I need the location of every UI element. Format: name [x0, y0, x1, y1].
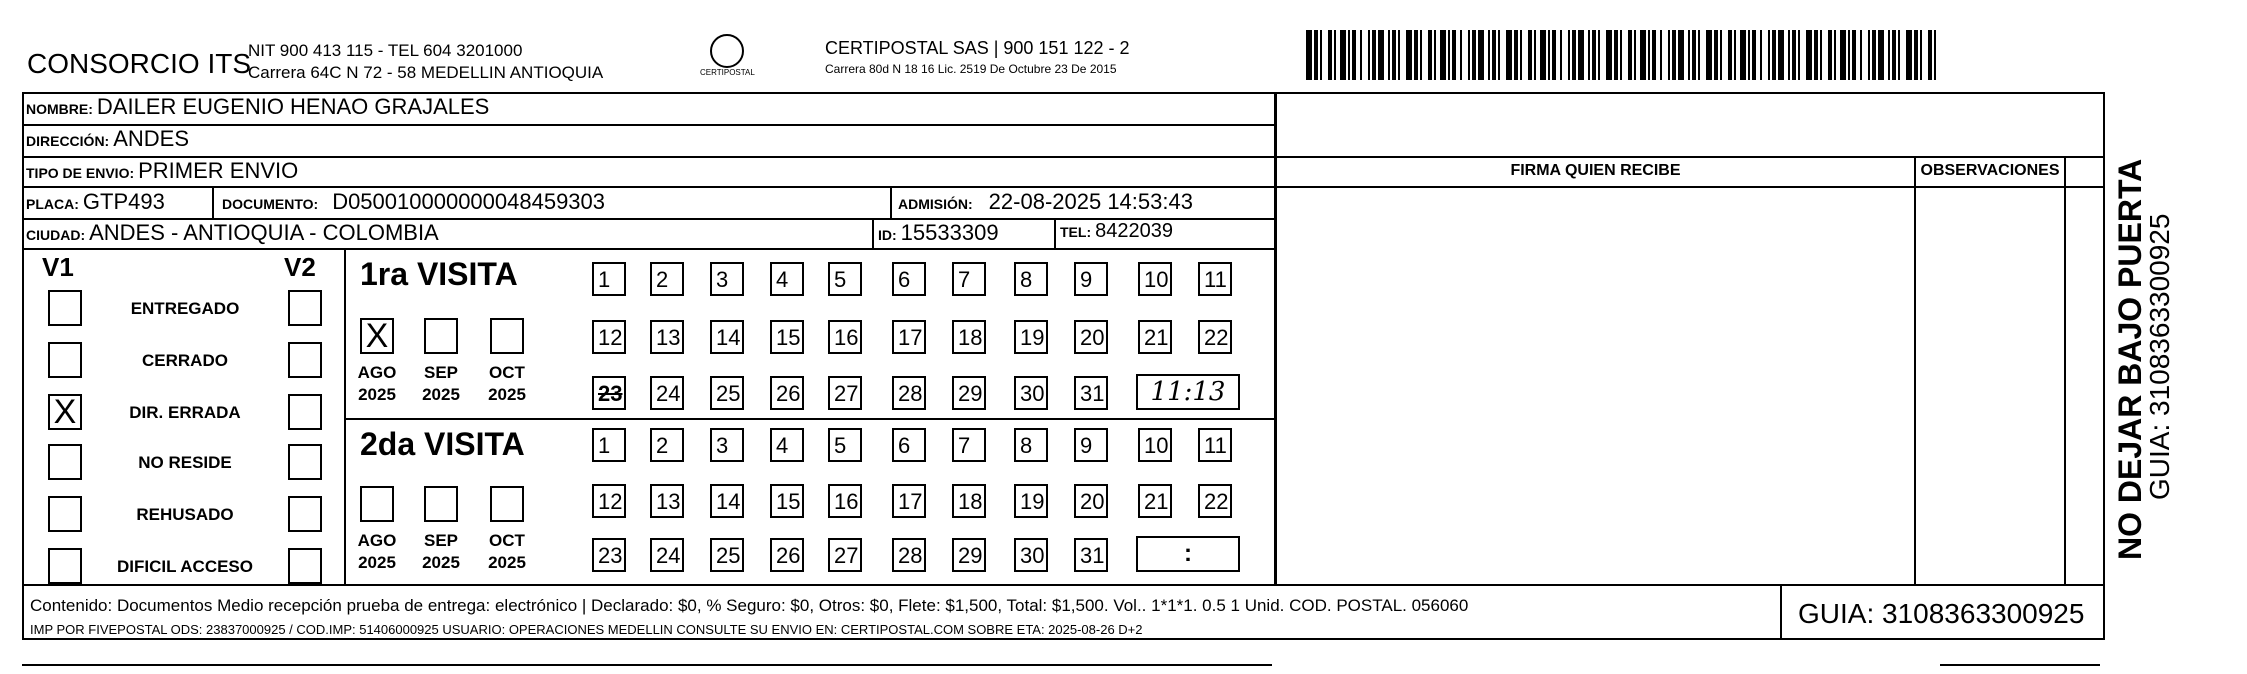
barcode-bar — [1572, 30, 1576, 80]
direccion-value: ANDES — [113, 126, 190, 151]
documento-label: DOCUMENTO: — [222, 196, 319, 212]
visit2-time-box[interactable]: : — [1136, 536, 1240, 572]
barcode-bar — [1588, 30, 1590, 80]
divider — [1270, 156, 2105, 158]
company-info — [248, 40, 603, 84]
barcode-bar — [1820, 30, 1822, 80]
barcode-bar — [1872, 30, 1876, 80]
admision-value: 22-08-2025 14:53:43 — [988, 189, 1193, 214]
id-field — [878, 220, 999, 246]
placa-field — [26, 189, 165, 215]
barcode-bar — [1788, 30, 1790, 80]
day-box[interactable]: 28 — [892, 538, 926, 572]
v1-checkbox[interactable]: X — [48, 394, 82, 430]
status-reason-label: ENTREGADO — [130, 299, 240, 318]
divider — [1914, 156, 1916, 586]
firma-header: FIRMA QUIEN RECIBE — [1510, 162, 1681, 179]
barcode-bar — [1468, 30, 1470, 80]
day-box[interactable]: 24 — [650, 376, 684, 410]
divider — [22, 248, 1276, 250]
day-box[interactable]: 21 — [1138, 320, 1172, 354]
month-label — [478, 530, 536, 574]
status-reason-label: CERRADO — [142, 351, 228, 370]
month-year: 2025 — [488, 385, 526, 404]
barcode-bar — [1592, 30, 1596, 80]
ciudad-field — [26, 220, 439, 246]
day-box[interactable]: 16 — [828, 484, 862, 518]
day-box[interactable]: 9 — [1074, 428, 1108, 462]
tel-value: 8422039 — [1095, 220, 1173, 242]
barcode-bar — [1892, 30, 1896, 80]
barcode-bar — [1834, 30, 1836, 80]
day-box[interactable]: 7 — [952, 262, 986, 296]
barcode-bar — [1506, 30, 1512, 80]
day-box[interactable]: 2 — [650, 428, 684, 462]
ciudad-label: CIUDAD: — [26, 227, 86, 243]
day-box[interactable]: 1 — [592, 428, 626, 462]
day-box[interactable]: 31 — [1074, 538, 1108, 572]
barcode-bar — [1460, 30, 1462, 80]
status-reason-label: DIR. ERRADA — [129, 403, 241, 422]
day-box[interactable]: 4 — [770, 262, 804, 296]
barcode-bar — [1720, 30, 1722, 80]
day-box[interactable]: 13 — [650, 320, 684, 354]
month-checkbox[interactable] — [490, 318, 524, 354]
divider — [344, 248, 346, 584]
v2-checkbox[interactable] — [288, 290, 322, 326]
barcode-bar — [1606, 30, 1612, 80]
barcode-bar — [1534, 30, 1536, 80]
tipo-row — [26, 158, 298, 184]
barcode-bar — [1578, 30, 1584, 80]
month-name: AGO — [357, 531, 397, 550]
barcode-bar — [1492, 30, 1496, 80]
barcode-bar — [1452, 30, 1456, 80]
day-box[interactable]: 17 — [892, 320, 926, 354]
divider — [1940, 664, 2100, 666]
admision-field — [898, 189, 1193, 215]
nombre-value: DAILER EUGENIO HENAO GRAJALES — [96, 94, 490, 119]
barcode-bar — [1914, 30, 1918, 80]
month-name: OCT — [489, 531, 525, 550]
barcode-bar — [1352, 30, 1356, 80]
month-checkbox[interactable]: X — [360, 318, 394, 354]
barcode-bar — [1434, 30, 1436, 80]
barcode-bar — [1314, 30, 1318, 80]
divider — [22, 124, 1276, 126]
month-year: 2025 — [358, 385, 396, 404]
day-box[interactable]: 20 — [1074, 320, 1108, 354]
barcode-bar — [1448, 30, 1450, 80]
day-box[interactable]: 13 — [650, 484, 684, 518]
barcode-bar — [1398, 30, 1400, 80]
day-box[interactable]: 10 — [1138, 262, 1172, 296]
day-box[interactable]: 9 — [1074, 262, 1108, 296]
day-box[interactable]: 22 — [1198, 320, 1232, 354]
day-box[interactable]: 31 — [1074, 376, 1108, 410]
month-year: 2025 — [422, 385, 460, 404]
barcode-bar — [1906, 30, 1912, 80]
barcode-bar — [1392, 30, 1396, 80]
month-name: OCT — [489, 363, 525, 382]
barcode-bar — [1568, 30, 1570, 80]
divider — [1780, 584, 1782, 640]
admision-label: ADMISIÓN: — [898, 196, 973, 212]
day-box[interactable]: 12 — [592, 484, 626, 518]
month-label — [412, 530, 470, 574]
barcode-bar — [1378, 30, 1384, 80]
barcode-bar — [1334, 30, 1336, 80]
barcode-bar — [1668, 30, 1670, 80]
barcode-bar — [1648, 30, 1650, 80]
barcode-bar — [1660, 30, 1662, 80]
month-name: SEP — [423, 363, 459, 382]
direccion-row — [26, 126, 189, 152]
v1-checkbox[interactable] — [48, 342, 82, 378]
month-checkbox[interactable] — [490, 486, 524, 522]
barcode-bar — [1678, 30, 1684, 80]
barcode-bar — [1360, 30, 1362, 80]
footer-content: Contenido: Documentos Medio recepción prueba de entrega: electrónico | Declarado: $0, % Seguro: $0, Otros: $0, Flete: $1,500, Total: $1,500. Vol.. 1*1*1. 0.5 1 Unid. COD. POSTAL. 056060 — [30, 596, 1469, 615]
barcode-bar — [1778, 30, 1784, 80]
v2-header: V2 — [284, 252, 316, 282]
barcode-bar — [1328, 30, 1332, 80]
divider — [890, 186, 892, 218]
barcode-bar — [1552, 30, 1556, 80]
month-year: 2025 — [422, 553, 460, 572]
day-box[interactable]: 8 — [1014, 428, 1048, 462]
day-box[interactable]: 27 — [828, 376, 862, 410]
barcode-bar — [1372, 30, 1376, 80]
barcode-bar — [1672, 30, 1676, 80]
barcode-bar — [1734, 30, 1736, 80]
day-box[interactable]: 14 — [710, 484, 744, 518]
barcode-bar — [1752, 30, 1756, 80]
day-box[interactable]: 19 — [1014, 484, 1048, 518]
month-checkbox[interactable] — [424, 486, 458, 522]
barcode-bar — [1920, 30, 1922, 80]
day-box[interactable]: 2 — [650, 262, 684, 296]
barcode-bar — [1652, 30, 1656, 80]
v2-checkbox[interactable] — [288, 342, 322, 378]
v2-checkbox[interactable] — [288, 548, 322, 584]
day-box[interactable]: 25 — [710, 538, 744, 572]
barcode-bar — [1560, 30, 1562, 80]
day-box[interactable]: 23 — [592, 376, 626, 410]
day-box[interactable]: 6 — [892, 262, 926, 296]
barcode-bar — [1740, 30, 1746, 80]
barcode-bar — [1848, 30, 1850, 80]
barcode-bar — [1772, 30, 1776, 80]
placa-label: PLACA: — [26, 196, 79, 212]
v1-checkbox[interactable] — [48, 548, 82, 584]
month-label — [348, 362, 406, 406]
visit1-time-box[interactable]: 11:13 — [1136, 374, 1240, 410]
barcode-bar — [1498, 30, 1500, 80]
v2-checkbox[interactable] — [288, 394, 322, 430]
barcode-bar — [1814, 30, 1818, 80]
day-box[interactable]: 3 — [710, 428, 744, 462]
day-box[interactable]: 10 — [1138, 428, 1172, 462]
divider — [2064, 156, 2066, 586]
day-box[interactable]: 6 — [892, 428, 926, 462]
observaciones-header: OBSERVACIONES — [1920, 162, 2060, 179]
barcode-bar — [1628, 30, 1632, 80]
day-box[interactable]: 15 — [770, 320, 804, 354]
v1-checkbox[interactable] — [48, 496, 82, 532]
barcode-bar — [1414, 30, 1418, 80]
divider — [344, 418, 1276, 420]
barcode-bar — [1898, 30, 1900, 80]
certipostal-info: CERTIPOSTAL SAS | 900 151 122 - 2 — [825, 38, 1130, 58]
barcode-bar — [1634, 30, 1636, 80]
company-name: CONSORCIO ITS — [27, 48, 252, 79]
barcode-bar — [1840, 30, 1846, 80]
barcode-bar — [1928, 30, 1932, 80]
divider — [872, 218, 874, 250]
day-box[interactable]: 8 — [1014, 262, 1048, 296]
month-label — [412, 362, 470, 406]
v1-checkbox[interactable] — [48, 290, 82, 326]
barcode-bar — [1440, 30, 1446, 80]
barcode-bar — [1760, 30, 1762, 80]
divider — [22, 584, 2105, 586]
barcode-bar — [1698, 30, 1700, 80]
barcode-bar — [1798, 30, 1800, 80]
barcode-bar — [1792, 30, 1796, 80]
barcode — [1306, 30, 1938, 80]
divider — [22, 186, 2105, 188]
company-nit: NIT 900 413 115 - TEL 604 3201000 — [248, 41, 523, 60]
barcode-bar — [1868, 30, 1870, 80]
tipo-value: PRIMER ENVIO — [138, 158, 299, 183]
day-box[interactable]: 14 — [710, 320, 744, 354]
barcode-bar — [1620, 30, 1622, 80]
month-name: SEP — [423, 531, 459, 550]
barcode-bar — [1368, 30, 1370, 80]
side-guia: GUIA: 3108363300925 — [2144, 213, 2175, 500]
barcode-bar — [1420, 30, 1422, 80]
footer-print-info: IMP POR FIVEPOSTAL ODS: 23837000925 / COD.IMP: 51406000925 USUARIO: OPERACIONES MEDELLIN CONSULTE SU ENVIO EN: CERTIPOSTAL.COM SOBRE ETA: 2025-08-26 D+2 — [30, 622, 1143, 637]
day-box[interactable]: 27 — [828, 538, 862, 572]
day-box[interactable]: 5 — [828, 428, 862, 462]
barcode-bar — [1348, 30, 1350, 80]
day-box[interactable]: 12 — [592, 320, 626, 354]
barcode-bar — [1406, 30, 1412, 80]
day-box[interactable]: 5 — [828, 262, 862, 296]
day-box[interactable]: 30 — [1014, 376, 1048, 410]
v1-checkbox[interactable] — [48, 444, 82, 480]
day-box[interactable]: 16 — [828, 320, 862, 354]
barcode-bar — [1540, 30, 1546, 80]
day-box[interactable]: 4 — [770, 428, 804, 462]
status-reason-label: REHUSADO — [136, 505, 234, 524]
barcode-bar — [1488, 30, 1490, 80]
status-reason-label: NO RESIDE — [138, 453, 232, 472]
barcode-bar — [1514, 30, 1518, 80]
day-box[interactable]: 22 — [1198, 484, 1232, 518]
barcode-bar — [1878, 30, 1884, 80]
nombre-label: NOMBRE: — [26, 101, 93, 117]
tel-field — [1060, 220, 1173, 243]
day-box[interactable]: 26 — [770, 538, 804, 572]
documento-value: D050010000000048459303 — [332, 189, 606, 214]
month-checkbox[interactable] — [360, 486, 394, 522]
barcode-bar — [1320, 30, 1322, 80]
day-box[interactable]: 3 — [710, 262, 744, 296]
day-box[interactable]: 20 — [1074, 484, 1108, 518]
barcode-bar — [1860, 30, 1862, 80]
documento-field — [222, 189, 605, 215]
barcode-bar — [1340, 30, 1346, 80]
day-box[interactable]: 29 — [952, 538, 986, 572]
day-box[interactable]: 26 — [770, 376, 804, 410]
barcode-bar — [1388, 30, 1390, 80]
divider — [22, 664, 1272, 666]
day-box[interactable]: 23 — [592, 538, 626, 572]
certipostal-logo-text: CERTIPOSTAL — [700, 68, 755, 77]
status-reason-label: DIFICIL ACCESO — [116, 557, 253, 576]
barcode-bar — [1934, 30, 1936, 80]
barcode-bar — [1852, 30, 1856, 80]
day-box[interactable]: 18 — [952, 320, 986, 354]
v2-checkbox[interactable] — [288, 444, 322, 480]
barcode-bar — [1692, 30, 1696, 80]
month-label — [478, 362, 536, 406]
tel-label: TEL: — [1060, 224, 1092, 240]
day-box[interactable]: 11 — [1198, 428, 1232, 462]
barcode-bar — [1748, 30, 1750, 80]
certipostal-license: Carrera 80d N 18 16 Lic. 2519 De Octubre 23 De 2015 — [825, 62, 1117, 76]
barcode-bar — [1688, 30, 1690, 80]
day-box[interactable]: 21 — [1138, 484, 1172, 518]
barcode-bar — [1828, 30, 1832, 80]
day-box[interactable]: 18 — [952, 484, 986, 518]
day-box[interactable]: 28 — [892, 376, 926, 410]
month-name: AGO — [357, 363, 397, 382]
side-warning: NO DEJAR BAJO PUERTA — [2112, 158, 2148, 560]
divider — [212, 186, 214, 218]
barcode-bar — [1548, 30, 1550, 80]
day-box[interactable]: 17 — [892, 484, 926, 518]
divider — [1054, 218, 1056, 250]
company-address: Carrera 64C N 72 - 58 MEDELLIN ANTIOQUIA — [248, 63, 604, 82]
barcode-bar — [1728, 30, 1732, 80]
placa-value: GTP493 — [82, 189, 165, 214]
id-value: 15533309 — [900, 220, 999, 245]
month-checkbox[interactable] — [424, 318, 458, 354]
day-box[interactable]: 24 — [650, 538, 684, 572]
day-box[interactable]: 30 — [1014, 538, 1048, 572]
footer-guia: GUIA: 3108363300925 — [1798, 598, 2085, 629]
day-box[interactable]: 25 — [710, 376, 744, 410]
day-box[interactable]: 15 — [770, 484, 804, 518]
barcode-bar — [1706, 30, 1712, 80]
barcode-bar — [1614, 30, 1618, 80]
barcode-bar — [1768, 30, 1770, 80]
visit2-title: 2da VISITA — [360, 426, 525, 462]
ciudad-value: ANDES - ANTIOQUIA - COLOMBIA — [89, 220, 439, 245]
month-label — [348, 530, 406, 574]
visit1-title: 1ra VISITA — [360, 256, 518, 292]
day-box[interactable]: 7 — [952, 428, 986, 462]
day-box[interactable]: 1 — [592, 262, 626, 296]
barcode-bar — [1428, 30, 1432, 80]
day-box[interactable]: 29 — [952, 376, 986, 410]
barcode-bar — [1598, 30, 1600, 80]
day-box[interactable]: 19 — [1014, 320, 1048, 354]
v2-checkbox[interactable] — [288, 496, 322, 532]
barcode-bar — [1806, 30, 1812, 80]
month-year: 2025 — [358, 553, 396, 572]
barcode-bar — [1528, 30, 1532, 80]
barcode-bar — [1888, 30, 1890, 80]
certipostal-logo — [710, 34, 744, 68]
day-box[interactable]: 11 — [1198, 262, 1232, 296]
direccion-label: DIRECCIÓN: — [26, 133, 110, 149]
barcode-bar — [1714, 30, 1718, 80]
barcode-bar — [1640, 30, 1646, 80]
v1-header: V1 — [42, 252, 74, 282]
barcode-bar — [1478, 30, 1484, 80]
nombre-row — [26, 94, 489, 120]
tipo-label: TIPO DE ENVIO: — [26, 165, 135, 181]
month-year: 2025 — [488, 553, 526, 572]
id-label: ID: — [878, 227, 897, 243]
barcode-bar — [1520, 30, 1522, 80]
barcode-bar — [1306, 30, 1312, 80]
barcode-bar — [1472, 30, 1476, 80]
